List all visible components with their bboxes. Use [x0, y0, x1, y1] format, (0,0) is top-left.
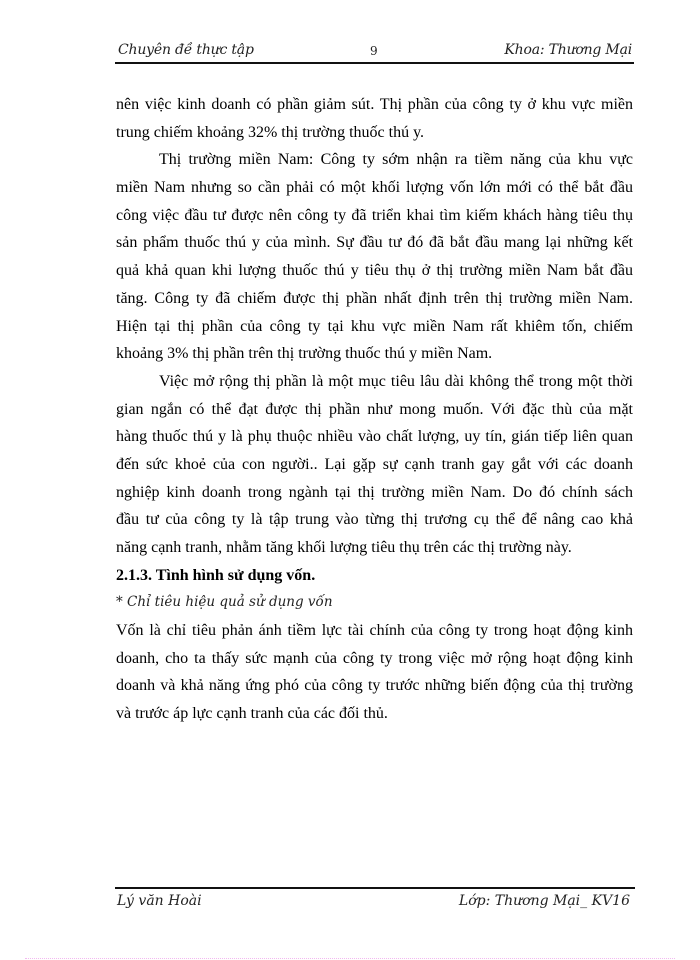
page-boundary-divider — [25, 958, 675, 959]
text-line: năng cạnh tranh, nhằm tăng khối lượng tiêu thụ trên các thị trường này. — [116, 539, 572, 556]
page-header — [115, 40, 634, 64]
header-document-title: Chuyên đề thực tập — [118, 42, 254, 58]
text-line: trung chiếm khoảng 32% thị trường thuốc thú y. — [116, 123, 425, 141]
text-line: Thị trường miền Nam: Công ty sớm nhận ra tiềm năng của khu vực — [159, 151, 633, 169]
footer-class: Lớp: Thương Mại_ KV16 — [458, 893, 630, 909]
page-footer — [115, 887, 635, 915]
text-line: đầu tư của công ty là tập trung vào từng thị trương cụ thể để nâng cao khả — [116, 511, 633, 529]
paragraph-1 — [116, 91, 633, 146]
document-body — [116, 91, 633, 728]
text-line: Hiện tại thị phần của công ty tại khu vực miền Nam rất khiêm tốn, chiếm — [116, 317, 633, 335]
text-line: nghiệp kinh doanh trong ngành tại thị trường miền Nam. Do đó chính sách — [116, 483, 633, 501]
text-line: hàng thuốc thú y là phụ thuộc nhiều vào chất lượng, uy tín, gián tiếp liên quan — [116, 428, 633, 446]
text-line: quả khả quan khi lượng thuốc thú y tiêu thụ ở thị trường miền Nam bắt đầu — [116, 262, 633, 280]
text-line: đến sức khoẻ của con người.. Lại gặp sự cạnh tranh gay gắt với các doanh — [116, 455, 633, 473]
text-line: sản phẩm thuốc thú y của mình. Sự đầu tư đó đã bắt đầu mang lại những kết — [116, 234, 633, 252]
paragraph-2 — [116, 146, 633, 368]
text-line: và trước áp lực cạnh tranh của các đối thủ. — [116, 705, 388, 723]
page-number: 9 — [370, 44, 378, 58]
header-department: Khoa: Thương Mại — [504, 42, 632, 58]
text-line: doanh và khả năng ứng phó của công ty trước những biến động của thị trường — [116, 677, 633, 695]
text-line: khoảng 3% thị phần trên thị trường thuốc thú y miền Nam. — [116, 345, 493, 363]
text-line: nên việc kinh doanh có phần giảm sút. Thị phần của công ty ở khu vực miền — [116, 96, 633, 113]
text-line: miền Nam nhưng so cần phải có một khối lượng vốn lớn mới có thể bắt đầu — [116, 179, 633, 197]
text-line: Vốn là chỉ tiêu phản ánh tiềm lực tài chính của công ty trong hoạt động kinh — [116, 622, 633, 640]
text-line: công việc đầu tư được nên công ty đã triển khai tìm kiếm khách hàng tiêu thụ — [116, 206, 633, 224]
subsection-heading: * Chỉ tiêu hiệu quả sử dụng vốn — [116, 594, 333, 611]
footer-author: Lý văn Hoài — [117, 893, 202, 909]
text-line: Việc mở rộng thị phần là một mục tiêu lâu dài không thể trong một thời — [159, 372, 633, 390]
text-line: tăng. Công ty đã chiếm được thị phần nhất định trên thị trường miền Nam. — [116, 289, 633, 307]
paragraph-4 — [116, 617, 633, 728]
text-line: doanh, cho ta thấy sức mạnh của công ty trong việc mở rộng hoạt động kinh — [116, 649, 633, 667]
text-line: gian ngắn có thể đạt được thị phần như mong muốn. Với đặc thù của mặt — [116, 400, 633, 418]
paragraph-3 — [116, 368, 633, 562]
section-heading: 2.1.3. Tình hình sử dụng vốn. — [116, 566, 316, 584]
